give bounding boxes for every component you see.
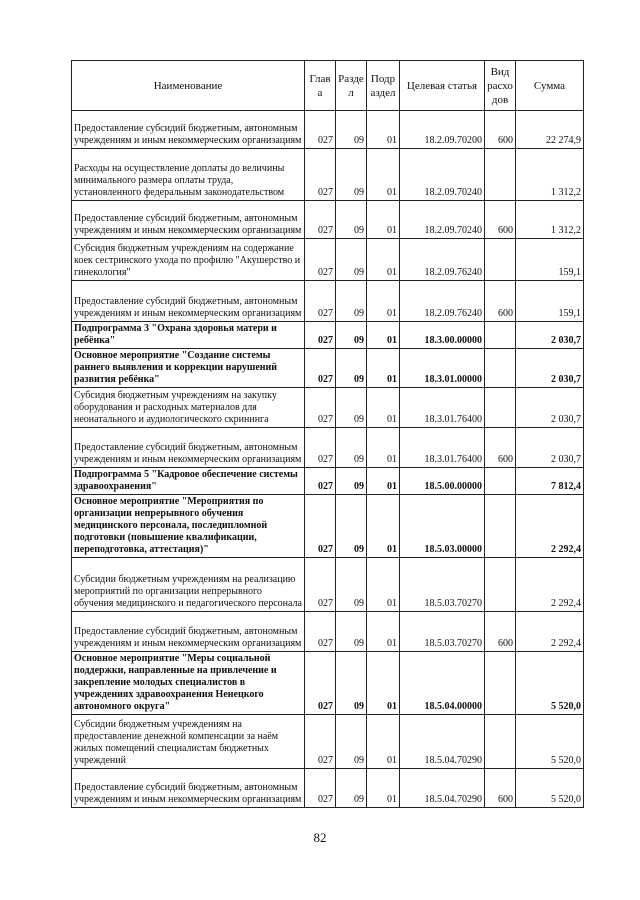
cell-podrazdel: 01 xyxy=(367,652,400,715)
cell-name: Субсидия бюджетным учреждениям на содержание коек сестринского ухода по профилю "Акушерство и гинекология" xyxy=(72,239,305,281)
cell-target: 18.5.03.70270 xyxy=(400,612,485,652)
cell-glava: 027 xyxy=(305,468,336,495)
cell-sum: 5 520,0 xyxy=(516,652,584,715)
cell-name: Основное мероприятие "Мероприятия по организации непрерывного обучения медицинского персонала, последипломной подготовки (повышение квалификации, переподготовка, аттестация)" xyxy=(72,495,305,558)
cell-sum: 2 030,7 xyxy=(516,388,584,428)
cell-podrazdel: 01 xyxy=(367,428,400,468)
table-body xyxy=(72,111,584,808)
table-row xyxy=(72,201,584,239)
cell-podrazdel: 01 xyxy=(367,201,400,239)
cell-podrazdel: 01 xyxy=(367,349,400,388)
cell-glava: 027 xyxy=(305,322,336,349)
header-podrazdel: Подр аздел xyxy=(367,61,400,111)
cell-vid: 600 xyxy=(485,111,516,149)
cell-sum: 2 292,4 xyxy=(516,558,584,612)
cell-sum: 2 030,7 xyxy=(516,322,584,349)
table-row xyxy=(72,149,584,201)
cell-vid xyxy=(485,715,516,769)
cell-glava: 027 xyxy=(305,281,336,322)
cell-target: 18.5.03.00000 xyxy=(400,495,485,558)
table-row xyxy=(72,715,584,769)
cell-podrazdel: 01 xyxy=(367,239,400,281)
cell-name: Субсидии бюджетным учреждениям на реализацию мероприятий по организации непрерывного обучения медицинского и педагогического персонала xyxy=(72,558,305,612)
cell-razdel: 09 xyxy=(336,149,367,201)
cell-name: Предоставление субсидий бюджетным, автономным учреждениям и иным некоммерческим организациям xyxy=(72,769,305,808)
table-row xyxy=(72,111,584,149)
cell-podrazdel: 01 xyxy=(367,715,400,769)
cell-target: 18.2.09.70240 xyxy=(400,201,485,239)
cell-vid: 600 xyxy=(485,201,516,239)
cell-sum: 5 520,0 xyxy=(516,715,584,769)
cell-target: 18.3.00.00000 xyxy=(400,322,485,349)
cell-vid xyxy=(485,149,516,201)
cell-name: Предоставление субсидий бюджетным, автономным учреждениям и иным некоммерческим организациям xyxy=(72,281,305,322)
table-row xyxy=(72,558,584,612)
table-header-row xyxy=(72,61,584,111)
header-glava: Глав а xyxy=(305,61,336,111)
cell-glava: 027 xyxy=(305,612,336,652)
cell-vid: 600 xyxy=(485,612,516,652)
cell-vid xyxy=(485,495,516,558)
table-row xyxy=(72,612,584,652)
header-sum: Сумма xyxy=(516,61,584,111)
cell-name: Предоставление субсидий бюджетным, автономным учреждениям и иным некоммерческим организациям xyxy=(72,612,305,652)
header-razdel: Разде л xyxy=(336,61,367,111)
cell-razdel: 09 xyxy=(336,652,367,715)
cell-name: Предоставление субсидий бюджетным, автономным учреждениям и иным некоммерческим организациям xyxy=(72,428,305,468)
cell-glava: 027 xyxy=(305,652,336,715)
cell-name: Предоставление субсидий бюджетным, автономным учреждениям и иным некоммерческим организациям xyxy=(72,111,305,149)
cell-target: 18.3.01.76400 xyxy=(400,388,485,428)
table-row xyxy=(72,281,584,322)
cell-glava: 027 xyxy=(305,149,336,201)
cell-podrazdel: 01 xyxy=(367,322,400,349)
cell-razdel: 09 xyxy=(336,769,367,808)
cell-glava: 027 xyxy=(305,769,336,808)
cell-glava: 027 xyxy=(305,349,336,388)
cell-name: Подпрограмма 5 "Кадровое обеспечение системы здравоохранения" xyxy=(72,468,305,495)
cell-sum: 2 030,7 xyxy=(516,349,584,388)
cell-razdel: 09 xyxy=(336,495,367,558)
cell-target: 18.5.04.00000 xyxy=(400,652,485,715)
cell-sum: 7 812,4 xyxy=(516,468,584,495)
table-row xyxy=(72,495,584,558)
cell-razdel: 09 xyxy=(336,612,367,652)
cell-target: 18.5.00.00000 xyxy=(400,468,485,495)
budget-table xyxy=(71,60,584,808)
header-target: Целевая статья xyxy=(400,61,485,111)
table-row xyxy=(72,652,584,715)
cell-target: 18.3.01.76400 xyxy=(400,428,485,468)
cell-sum: 159,1 xyxy=(516,281,584,322)
cell-name: Расходы на осуществление доплаты до величины минимального размера оплаты труда, установленного федеральным законодательством xyxy=(72,149,305,201)
header-name: Наименование xyxy=(72,61,305,111)
cell-target: 18.5.04.70290 xyxy=(400,769,485,808)
cell-name: Субсидия бюджетным учреждениям на закупку оборудования и расходных материалов для неонатального и аудиологического скрининга xyxy=(72,388,305,428)
cell-vid xyxy=(485,652,516,715)
cell-target: 18.2.09.70200 xyxy=(400,111,485,149)
page-number: 82 xyxy=(313,830,327,845)
cell-razdel: 09 xyxy=(336,111,367,149)
header-vid: Вид расхо дов xyxy=(485,61,516,111)
cell-name: Основное мероприятие "Меры социальной поддержки, направленные на привлечение и закрепление молодых специалистов в учреждениях здравоохранения Ненецкого автономного округа" xyxy=(72,652,305,715)
cell-vid xyxy=(485,239,516,281)
table-row xyxy=(72,239,584,281)
cell-vid: 600 xyxy=(485,281,516,322)
cell-podrazdel: 01 xyxy=(367,149,400,201)
cell-vid xyxy=(485,468,516,495)
cell-podrazdel: 01 xyxy=(367,495,400,558)
cell-podrazdel: 01 xyxy=(367,281,400,322)
cell-podrazdel: 01 xyxy=(367,468,400,495)
cell-razdel: 09 xyxy=(336,201,367,239)
table-row xyxy=(72,388,584,428)
cell-sum: 22 274,9 xyxy=(516,111,584,149)
cell-vid xyxy=(485,388,516,428)
cell-podrazdel: 01 xyxy=(367,111,400,149)
cell-podrazdel: 01 xyxy=(367,769,400,808)
cell-glava: 027 xyxy=(305,558,336,612)
cell-sum: 1 312,2 xyxy=(516,149,584,201)
cell-glava: 027 xyxy=(305,111,336,149)
cell-razdel: 09 xyxy=(336,388,367,428)
cell-razdel: 09 xyxy=(336,281,367,322)
cell-podrazdel: 01 xyxy=(367,558,400,612)
cell-sum: 2 292,4 xyxy=(516,495,584,558)
cell-name: Предоставление субсидий бюджетным, автономным учреждениям и иным некоммерческим организациям xyxy=(72,201,305,239)
cell-vid xyxy=(485,558,516,612)
cell-razdel: 09 xyxy=(336,428,367,468)
cell-glava: 027 xyxy=(305,388,336,428)
cell-sum: 5 520,0 xyxy=(516,769,584,808)
cell-vid xyxy=(485,322,516,349)
cell-sum: 2 292,4 xyxy=(516,612,584,652)
cell-name: Субсидии бюджетным учреждениям на предоставление денежной компенсации за наём жилых помещений специалистам бюджетных учреждений xyxy=(72,715,305,769)
cell-razdel: 09 xyxy=(336,468,367,495)
cell-vid: 600 xyxy=(485,769,516,808)
cell-razdel: 09 xyxy=(336,715,367,769)
cell-name: Подпрограмма 3 "Охрана здоровья матери и ребёнка" xyxy=(72,322,305,349)
cell-glava: 027 xyxy=(305,495,336,558)
cell-glava: 027 xyxy=(305,239,336,281)
table-row xyxy=(72,769,584,808)
cell-razdel: 09 xyxy=(336,239,367,281)
cell-target: 18.5.04.70290 xyxy=(400,715,485,769)
cell-razdel: 09 xyxy=(336,558,367,612)
cell-sum: 159,1 xyxy=(516,239,584,281)
cell-razdel: 09 xyxy=(336,349,367,388)
cell-target: 18.2.09.76240 xyxy=(400,239,485,281)
table-row xyxy=(72,349,584,388)
cell-sum: 1 312,2 xyxy=(516,201,584,239)
table-row xyxy=(72,428,584,468)
cell-target: 18.5.03.70270 xyxy=(400,558,485,612)
table-row xyxy=(72,468,584,495)
cell-vid: 600 xyxy=(485,428,516,468)
cell-target: 18.3.01.00000 xyxy=(400,349,485,388)
cell-glava: 027 xyxy=(305,201,336,239)
cell-glava: 027 xyxy=(305,428,336,468)
cell-vid xyxy=(485,349,516,388)
cell-podrazdel: 01 xyxy=(367,388,400,428)
cell-target: 18.2.09.76240 xyxy=(400,281,485,322)
cell-target: 18.2.09.70240 xyxy=(400,149,485,201)
cell-razdel: 09 xyxy=(336,322,367,349)
cell-sum: 2 030,7 xyxy=(516,428,584,468)
cell-podrazdel: 01 xyxy=(367,612,400,652)
cell-glava: 027 xyxy=(305,715,336,769)
cell-name: Основное мероприятие "Создание системы раннего выявления и коррекции нарушений развития ребёнка" xyxy=(72,349,305,388)
table-row xyxy=(72,322,584,349)
